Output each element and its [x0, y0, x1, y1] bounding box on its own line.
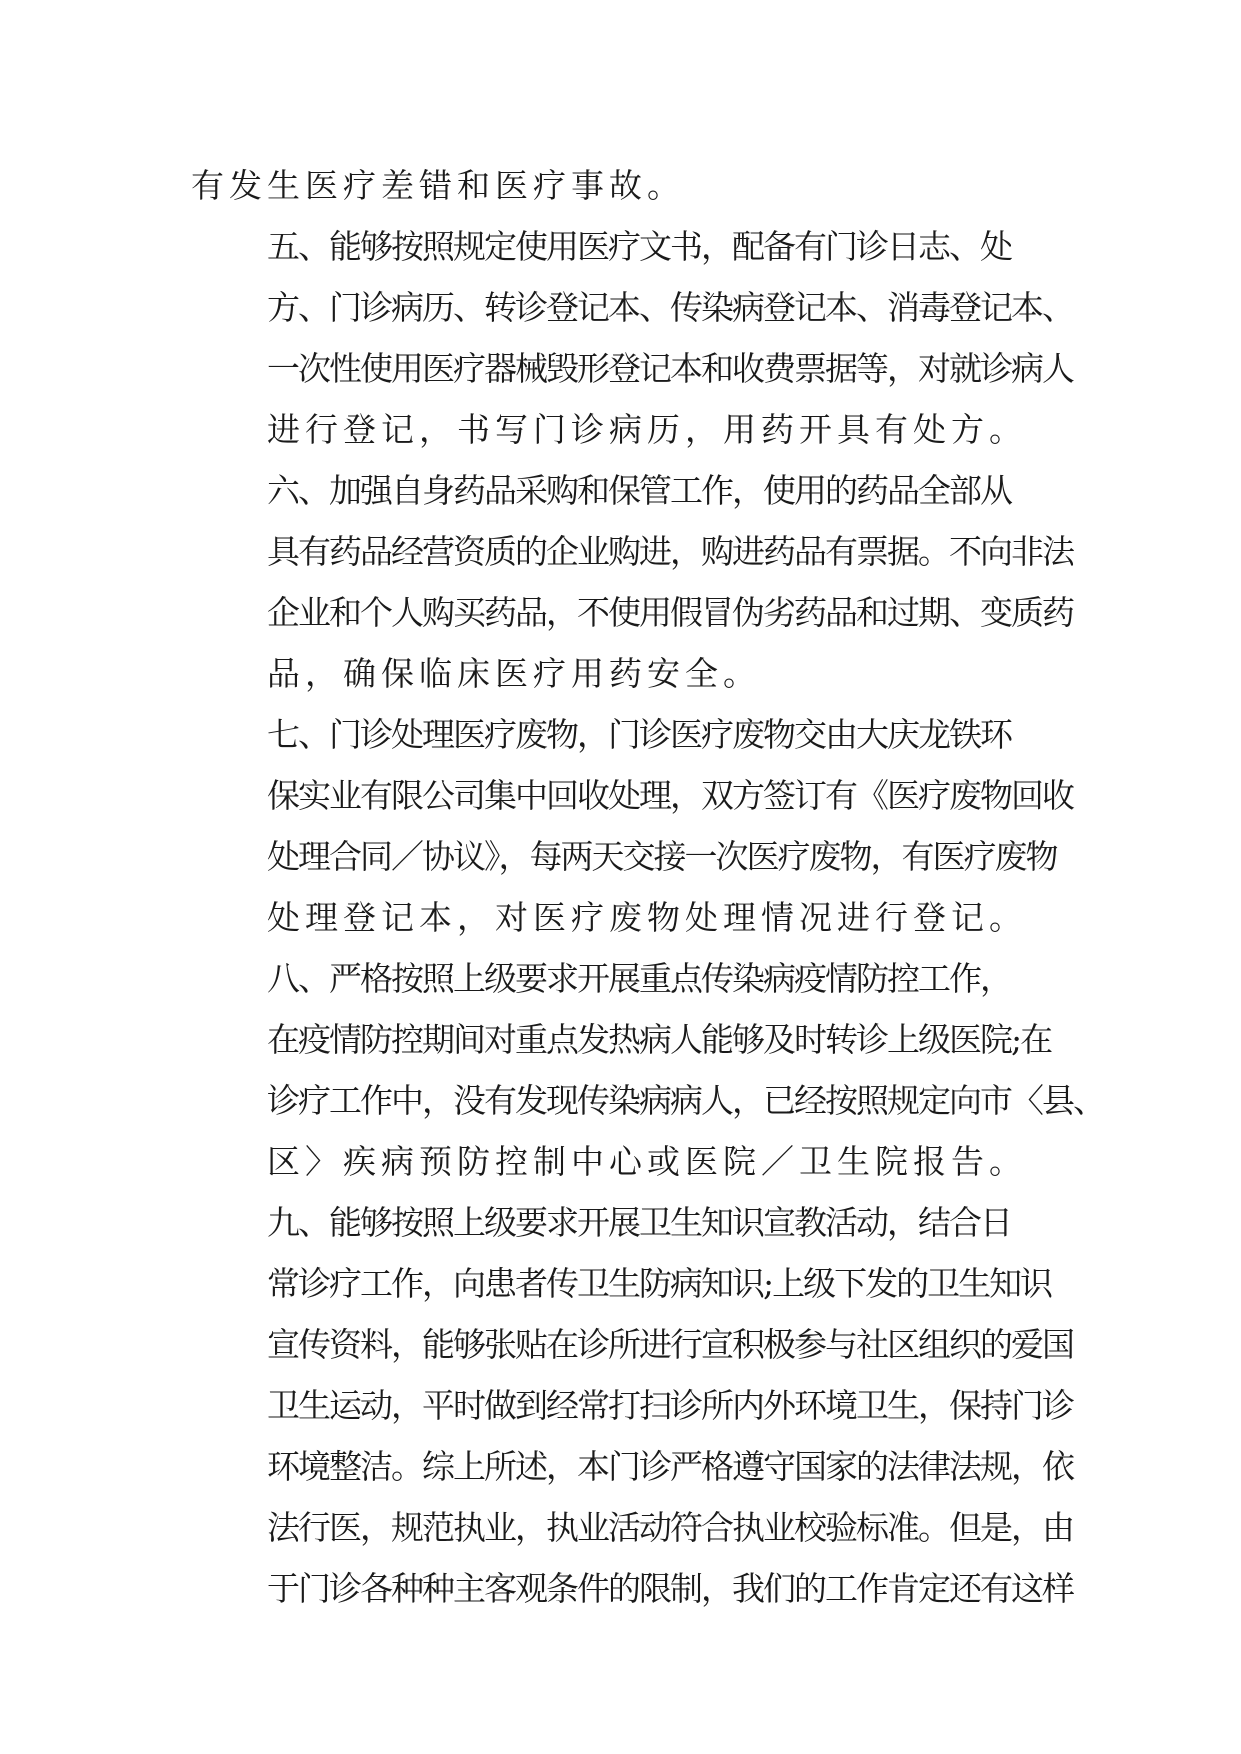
text-line: 卫生运动，平时做到经常打扫诊所内外环境卫生，保持门诊 [267, 1386, 1073, 1425]
text-line: 七、门诊处理医疗废物，门诊医疗废物交由大庆龙铁环 [267, 715, 1011, 754]
paragraph-continuation [191, 155, 1061, 216]
text-line: 六、加强自身药品采购和保管工作，使用的药品全部从 [267, 471, 1011, 510]
text-line: 有发生医疗差错和医疗事故。 [191, 166, 685, 205]
document-body [191, 155, 1104, 1619]
text-line: 九、能够按照上级要求开展卫生知识宣教活动，结合日 [267, 1203, 1011, 1242]
paragraph-item-6 [191, 460, 1073, 704]
paragraph-item-7 [191, 704, 1073, 948]
text-line: 方、门诊病历、转诊登记本、传染病登记本、消毒登记本、 [267, 288, 1073, 327]
text-line: 宣传资料，能够张贴在诊所进行宣积极参与社区组织的爱国 [267, 1325, 1073, 1364]
text-line: 一次性使用医疗器械毁形登记本和收费票据等，对就诊病人 [267, 349, 1073, 388]
text-line: 在疫情防控期间对重点发热病人能够及时转诊上级医院;在 [267, 1020, 1052, 1059]
text-line: 法行医，规范执业，执业活动符合执业校验标准。但是，由 [267, 1508, 1073, 1547]
paragraph-item-8 [191, 948, 1104, 1192]
text-line: 进行登记，书写门诊病历，用药开具有处方。 [267, 410, 1027, 449]
text-line: 五、能够按照规定使用医疗文书，配备有门诊日志、处 [267, 227, 1011, 266]
text-line: 处理登记本，对医疗废物处理情况进行登记。 [267, 898, 1027, 937]
text-line: 品，确保临床医疗用药安全。 [267, 654, 761, 693]
text-line: 保实业有限公司集中回收处理，双方签订有《医疗废物回收 [267, 776, 1073, 815]
paragraph-item-5 [191, 216, 1073, 460]
text-line: 诊疗工作中，没有发现传染病病人，已经按照规定向市〈县、 [267, 1081, 1104, 1120]
text-line: 八、严格按照上级要求开展重点传染病疫情防控工作， [267, 959, 1011, 998]
text-line: 区〉疾病预防控制中心或医院／卫生院报告。 [267, 1142, 1027, 1181]
paragraph-item-9 [191, 1192, 1073, 1619]
text-line: 具有药品经营资质的企业购进，购进药品有票据。不向非法 [267, 532, 1073, 571]
text-line: 常诊疗工作，向患者传卫生防病知识;上级下发的卫生知识 [267, 1264, 1052, 1303]
text-line: 环境整洁。综上所述，本门诊严格遵守国家的法律法规，依 [267, 1447, 1073, 1486]
text-line: 处理合同／协议》，每两天交接一次医疗废物，有医疗废物 [267, 837, 1057, 876]
text-line: 于门诊各种种主客观条件的限制，我们的工作肯定还有这样 [267, 1569, 1073, 1608]
text-line: 企业和个人购买药品，不使用假冒伪劣药品和过期、变质药 [267, 593, 1073, 632]
